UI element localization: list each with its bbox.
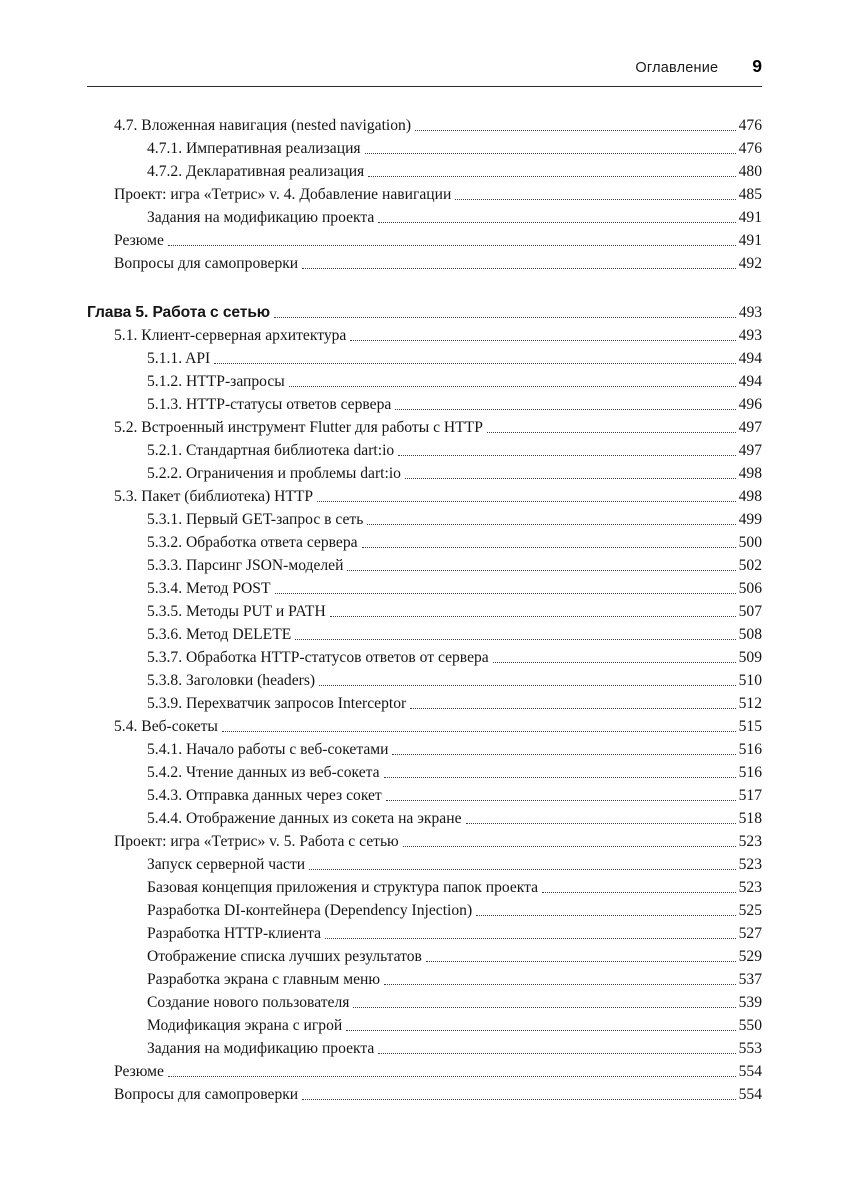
toc-entry (87, 439, 762, 462)
toc-entry (87, 462, 762, 485)
toc-entry-page: 523 (738, 833, 762, 850)
toc-leader-dots (168, 1076, 736, 1077)
toc-entry-text: 5.2.1. Стандартная библиотека dart:io (147, 442, 395, 459)
toc-entry-text: Задания на модификацию проекта (147, 1040, 375, 1057)
toc-entry (87, 899, 762, 922)
toc-entry-text: 5.4. Веб-сокеты (114, 718, 218, 735)
toc-leader-dots (466, 823, 736, 824)
toc-entry-text: Разработка DI-контейнера (Dependency Injection) (147, 902, 473, 919)
toc-leader-dots (378, 1053, 735, 1054)
toc-entry-page: 491 (738, 232, 762, 249)
toc-entry-text: Запуск серверной части (147, 856, 306, 873)
toc-entry-text: 5.3. Пакет (библиотека) HTTP (114, 488, 314, 505)
toc-entry (87, 623, 762, 646)
toc-leader-dots (384, 777, 736, 778)
toc-entry-text: 5.1.3. HTTP-статусы ответов сервера (147, 396, 392, 413)
toc-entry-text: Проект: игра «Тетрис» v. 4. Добавление навигации (114, 186, 452, 203)
toc-entry-page: 554 (738, 1063, 762, 1080)
toc-entry-page: 517 (738, 787, 762, 804)
toc-entry-text: Разработка HTTP-клиента (147, 925, 322, 942)
toc-leader-dots (295, 639, 735, 640)
header-title: Оглавление (635, 60, 719, 76)
toc-entry-text: 5.3.6. Метод DELETE (147, 626, 292, 643)
toc-leader-dots (403, 846, 736, 847)
toc-entry-text: 5.3.2. Обработка ответа сервера (147, 534, 358, 551)
toc-entry-page: 491 (738, 209, 762, 226)
toc-entry (87, 183, 762, 206)
toc-entry-text: Проект: игра «Тетрис» v. 5. Работа с сетью (114, 833, 399, 850)
toc-leader-dots (317, 501, 736, 502)
toc-leader-dots (302, 268, 735, 269)
toc-entry-page: 550 (738, 1017, 762, 1034)
toc-entry-text: 5.1.2. HTTP-запросы (147, 373, 285, 390)
toc-entry-page: 506 (738, 580, 762, 597)
toc-entry (87, 1037, 762, 1060)
toc-entry (87, 1014, 762, 1037)
toc-leader-dots (347, 570, 735, 571)
toc-entry-text: Разработка экрана с главным меню (147, 971, 380, 988)
toc-entry-text: 5.4.1. Начало работы с веб-сокетами (147, 741, 389, 758)
toc-leader-dots (493, 662, 736, 663)
toc-entry (87, 991, 762, 1014)
toc-entry (87, 206, 762, 229)
toc-leader-dots (168, 245, 736, 246)
toc-entry-page: 493 (738, 327, 762, 344)
toc-leader-dots (398, 455, 735, 456)
toc-entry (87, 324, 762, 347)
toc-entry-text: 5.3.8. Заголовки (headers) (147, 672, 316, 689)
toc-entry (87, 646, 762, 669)
toc-entry (87, 137, 762, 160)
toc-entry-page: 497 (738, 442, 762, 459)
toc-entry-page: 525 (738, 902, 762, 919)
toc-entry-page: 510 (738, 672, 762, 689)
toc-entry-page: 498 (738, 465, 762, 482)
toc-entry-text: 5.3.7. Обработка HTTP-статусов ответов от сервера (147, 649, 489, 666)
toc-entry-page: 529 (738, 948, 762, 965)
toc-entry (87, 229, 762, 252)
toc-leader-dots (542, 892, 736, 893)
toc-leader-dots (476, 915, 735, 916)
toc-entry (87, 301, 762, 324)
toc-entry-text: 5.2. Встроенный инструмент Flutter для работы с HTTP (114, 419, 483, 436)
toc-entry-page: 492 (738, 255, 762, 272)
toc-entry-page: 508 (738, 626, 762, 643)
toc-entry-text: Отображение списка лучших результатов (147, 948, 422, 965)
toc-leader-dots (302, 1099, 735, 1100)
toc-entry-text: Задания на модификацию проекта (147, 209, 375, 226)
toc-entry-text: Резюме (114, 232, 164, 249)
toc-entry (87, 554, 762, 577)
toc-entry (87, 922, 762, 945)
toc-entry-page: 476 (738, 117, 762, 134)
toc-entry-page: 523 (738, 879, 762, 896)
toc-leader-dots (330, 616, 736, 617)
toc-entry-text: Глава 5. Работа с сетью (87, 304, 271, 321)
toc-entry (87, 807, 762, 830)
toc-leader-dots (309, 869, 735, 870)
toc-entry (87, 692, 762, 715)
toc-entry (87, 784, 762, 807)
toc-entry-page: 515 (738, 718, 762, 735)
toc-entry-text: 4.7.2. Декларативная реализация (147, 163, 365, 180)
toc-entry-text: Вопросы для самопроверки (114, 1086, 299, 1103)
toc-leader-dots (368, 176, 735, 177)
toc-entry-page: 527 (738, 925, 762, 942)
toc-entry (87, 600, 762, 623)
toc-entry-page: 537 (738, 971, 762, 988)
toc-entry-page: 512 (738, 695, 762, 712)
toc-leader-dots (350, 340, 735, 341)
toc-leader-dots (455, 199, 735, 200)
toc-leader-dots (395, 409, 735, 410)
toc-entry (87, 485, 762, 508)
header-page-number: 9 (752, 56, 762, 76)
toc-entry-page: 509 (738, 649, 762, 666)
toc-entry (87, 114, 762, 137)
toc-entry-page: 502 (738, 557, 762, 574)
toc-leader-dots (386, 800, 736, 801)
toc-leader-dots (415, 130, 736, 131)
toc-entry-text: 5.1.1. API (147, 350, 211, 367)
toc-entry-page: 539 (738, 994, 762, 1011)
toc-entry (87, 738, 762, 761)
toc-entry (87, 853, 762, 876)
toc-leader-dots (289, 386, 736, 387)
toc-entry (87, 252, 762, 275)
toc-entry-text: 5.4.4. Отображение данных из сокета на экране (147, 810, 462, 827)
toc-entry-text: 5.3.1. Первый GET-запрос в сеть (147, 511, 364, 528)
toc-entry-text: Вопросы для самопроверки (114, 255, 299, 272)
toc-entry-text: 5.3.4. Метод POST (147, 580, 271, 597)
toc-entry (87, 347, 762, 370)
toc-entry-text: Резюме (114, 1063, 164, 1080)
toc-leader-dots (214, 363, 735, 364)
toc-entry-page: 497 (738, 419, 762, 436)
toc-entry-text: 4.7.1. Императивная реализация (147, 140, 361, 157)
toc-entry-page: 494 (738, 373, 762, 390)
toc-entry-page: 476 (738, 140, 762, 157)
toc-entry (87, 968, 762, 991)
toc-entry (87, 531, 762, 554)
toc-entry-page: 507 (738, 603, 762, 620)
toc-entry-text: 5.2.2. Ограничения и проблемы dart:io (147, 465, 401, 482)
toc-leader-dots (384, 984, 736, 985)
toc-entry-page: 499 (738, 511, 762, 528)
toc-entry-text: 5.3.5. Методы PUT и PATH (147, 603, 326, 620)
toc-leader-dots (392, 754, 735, 755)
toc-entry-text: Модификация экрана с игрой (147, 1017, 343, 1034)
toc-leader-dots (487, 432, 736, 433)
toc-entry-text: 4.7. Вложенная навигация (nested navigation) (114, 117, 412, 134)
toc-entry (87, 160, 762, 183)
toc-entry (87, 1083, 762, 1106)
toc-entry-text: 5.1. Клиент-серверная архитектура (114, 327, 347, 344)
toc-leader-dots (365, 153, 736, 154)
toc-leader-dots (378, 222, 735, 223)
toc-entry (87, 416, 762, 439)
toc-leader-dots (274, 317, 736, 318)
toc-entry-text: 5.4.3. Отправка данных через сокет (147, 787, 382, 804)
toc-entry (87, 945, 762, 968)
toc-entry (87, 370, 762, 393)
toc-entry (87, 715, 762, 738)
toc-entry-page: 516 (738, 764, 762, 781)
toc-entry-text: 5.3.3. Парсинг JSON-моделей (147, 557, 344, 574)
toc-entry (87, 1060, 762, 1083)
toc-entry (87, 669, 762, 692)
toc-leader-dots (353, 1007, 735, 1008)
toc-entry-page: 500 (738, 534, 762, 551)
toc-entry-page: 498 (738, 488, 762, 505)
toc-leader-dots (426, 961, 736, 962)
toc-leader-dots (325, 938, 736, 939)
toc-entry-page: 494 (738, 350, 762, 367)
toc-leader-dots (362, 547, 736, 548)
toc-entry-page: 553 (738, 1040, 762, 1057)
toc-entry-page: 480 (738, 163, 762, 180)
toc-entry-text: 5.3.9. Перехватчик запросов Interceptor (147, 695, 407, 712)
toc-leader-dots (346, 1030, 735, 1031)
toc-entry (87, 830, 762, 853)
toc-leader-dots (410, 708, 735, 709)
toc-leader-dots (367, 524, 735, 525)
toc-entry-page: 496 (738, 396, 762, 413)
toc-entry-page: 523 (738, 856, 762, 873)
toc-entry (87, 393, 762, 416)
toc-entry-text: 5.4.2. Чтение данных из веб-сокета (147, 764, 380, 781)
toc-entry (87, 761, 762, 784)
toc-entry-page: 493 (738, 304, 762, 321)
toc-entry-page: 516 (738, 741, 762, 758)
toc-entry-page: 485 (738, 186, 762, 203)
toc-entry (87, 577, 762, 600)
toc-entry-text: Создание нового пользователя (147, 994, 350, 1011)
toc-leader-dots (319, 685, 736, 686)
toc-entry-page: 518 (738, 810, 762, 827)
toc-entry (87, 508, 762, 531)
page-header (87, 56, 762, 87)
toc-list (87, 114, 762, 1106)
toc-entry-page: 554 (738, 1086, 762, 1103)
toc-leader-dots (405, 478, 736, 479)
toc-leader-dots (275, 593, 736, 594)
toc-entry (87, 876, 762, 899)
toc-leader-dots (222, 731, 736, 732)
toc-entry-text: Базовая концепция приложения и структура папок проекта (147, 879, 539, 896)
